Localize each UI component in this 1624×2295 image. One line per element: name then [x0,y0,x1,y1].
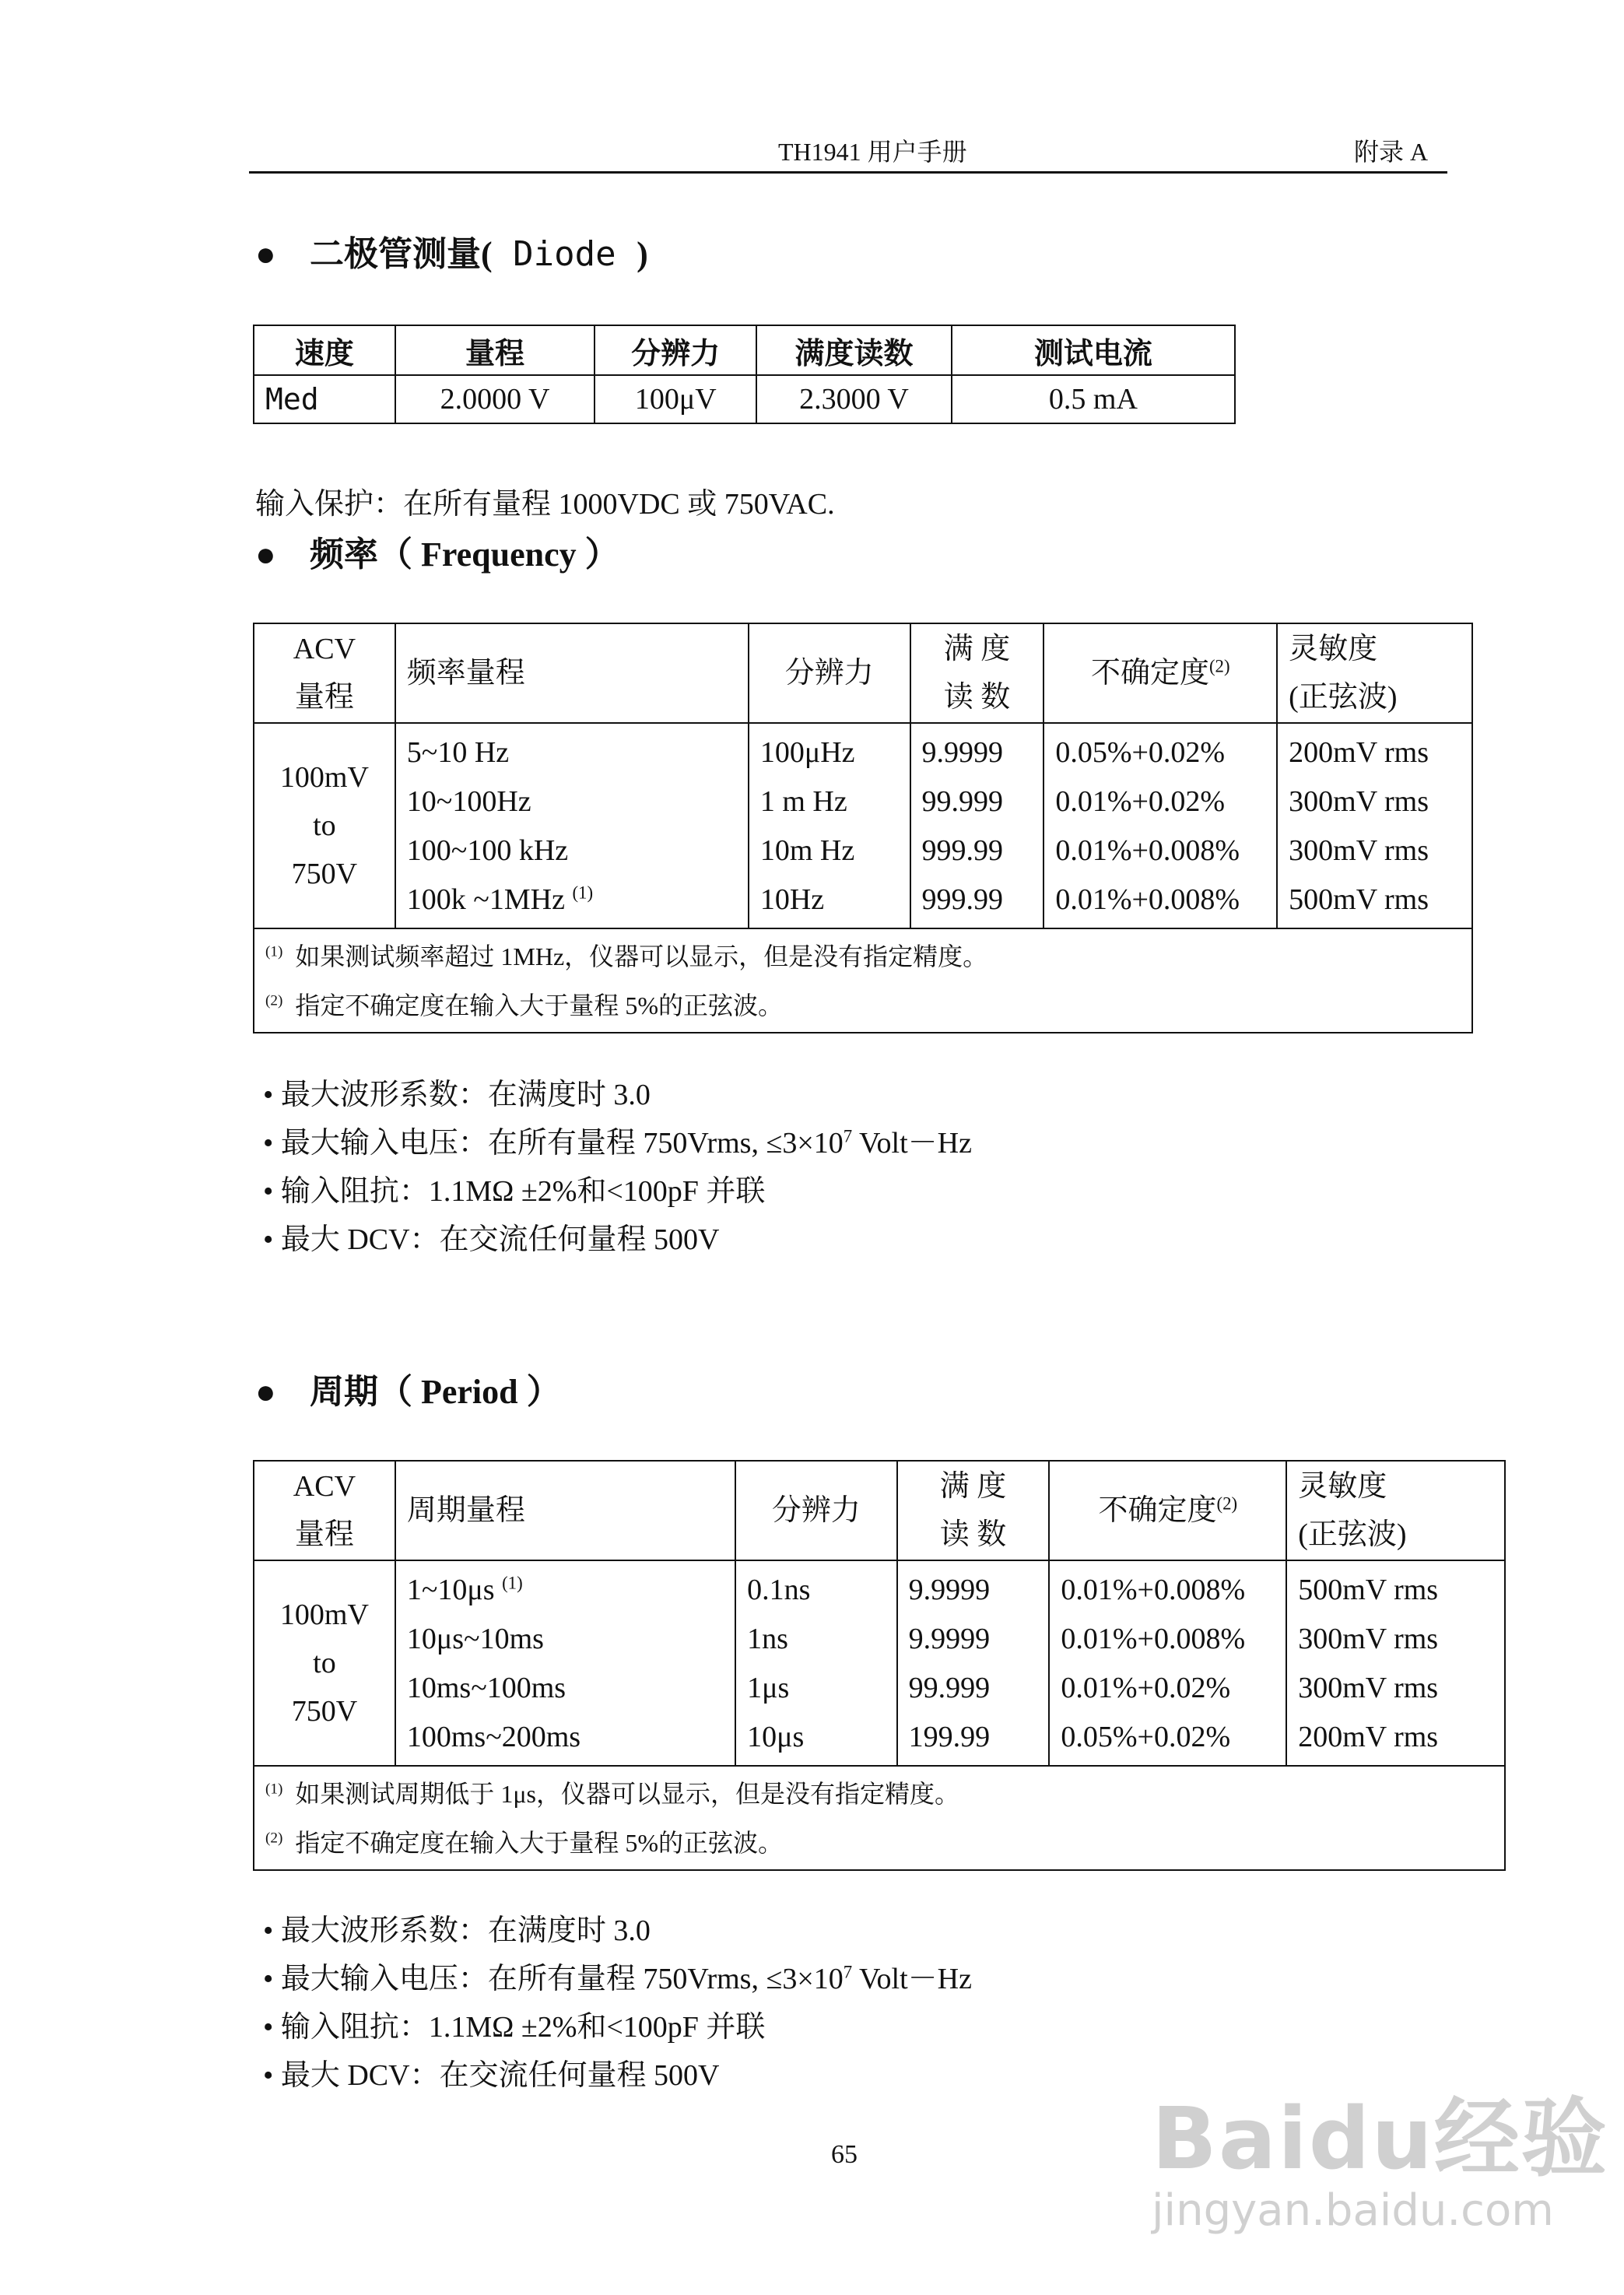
col-header-sensitivity: 灵敏度 (正弦波) [1277,623,1472,723]
footnote: $^{(2)}$ 指定不确定度在输入大于量程 5%的正弦波。 [265,991,784,1019]
cell-range: 2.0000 V [395,375,595,423]
watermark-brand: Baidu经验 [1152,2089,1608,2188]
input-protection-text: 输入保护：在所有量程 1000VDC 或 750VAC. [255,488,835,521]
cell-test-current: 0.5 mA [952,375,1235,423]
list-item: 100~100 kHz [406,834,569,867]
diode-header-row [254,325,1235,375]
bullet-dot-icon: ● [255,1373,276,1411]
frequency-notes-row [254,928,1472,1033]
col-header-frequency-range: 频率量程 [395,623,749,723]
bullet-dot-icon: ● [255,535,276,574]
period-header-row [254,1461,1505,1560]
watermark-url: jingyan.baidu.com [1152,2185,1554,2236]
frequency-table [253,623,1473,1033]
cell-full-scales: 9.9999 99.999 999.99 999.99 [910,723,1044,928]
frequency-header-row [254,623,1472,723]
cell-full-scale: 2.3000 V [756,375,952,423]
col-header-speed: 速度 [254,325,395,375]
col-header-acv-range: ACV 量程 [254,623,395,723]
cell-resolutions: 0.1ns 1ns 1μs 10μs [735,1560,897,1766]
page-number: 65 [831,2140,858,2169]
cell-sensitivities: 200mV rms 300mV rms 300mV rms 500mV rms [1277,723,1472,928]
cell-frequency-ranges [395,723,749,928]
list-item: • 最大输入电压：在所有量程 750Vrms, $\le 3\times 10^7$ Volt－Hz [263,1119,972,1167]
table-footnotes [254,928,1472,1033]
col-header-resolution: 分辨力 [735,1461,897,1560]
col-header-acv-range: ACV 量程 [254,1461,395,1560]
header-rule [249,171,1447,174]
table-footnotes [254,1766,1505,1870]
col-header-range: 量程 [395,325,595,375]
cell-acv-range: 100mV to 750V [254,1560,395,1766]
list-item: • 最大 DCV：在交流任何量程 500V [263,1216,972,1264]
cell-acv-range: 100mV to 750V [254,723,395,928]
col-header-full-scale: 满 度 读 数 [897,1461,1050,1560]
list-item: 100ms~200ms [406,1721,581,1753]
col-header-full-scale: 满 度 读 数 [910,623,1044,723]
list-item: • 最大 DCV：在交流任何量程 500V [263,2051,972,2100]
col-header-test-current: 测试电流 [952,325,1235,375]
col-header-full-scale: 满度读数 [756,325,952,375]
period-notes-row [254,1766,1505,1870]
list-item: 100k ~1MHz $^{(1)}$ [406,883,594,916]
diode-table [253,325,1236,424]
footnote: $^{(2)}$ 指定不确定度在输入大于量程 5%的正弦波。 [265,1829,784,1857]
running-header-title: TH1941 用户手册 [778,138,967,166]
running-header-appendix: 附录 A [1354,138,1429,166]
section-title-period: ● 周期（ Period ） [255,1373,561,1411]
list-item: • 输入阻抗：1.1MΩ ±2%和<100pF 并联 [263,1167,972,1216]
list-item: 5~10 Hz [406,736,510,769]
list-item: • 最大波形系数：在满度时 3.0 [263,1907,972,1955]
col-header-resolution: 分辨力 [595,325,756,375]
bullet-dot-icon: ● [255,235,276,273]
list-item: 1~10μs $^{(1)}$ [406,1573,523,1606]
col-header-sensitivity: 灵敏度 (正弦波) [1286,1461,1505,1560]
list-item: 10ms~100ms [406,1672,566,1704]
diode-data-row [254,375,1235,423]
col-header-uncertainty: 不确定度$^{(2)}$ [1043,623,1277,723]
footnote: $^{(1)}$ 如果测试周期低于 1μs，仪器可以显示，但是没有指定精度。 [265,1780,959,1808]
col-header-uncertainty: 不确定度$^{(2)}$ [1049,1461,1286,1560]
col-header-period-range: 周期量程 [395,1461,735,1560]
baidu-watermark [1152,2070,1608,2236]
frequency-spec-list [263,1071,972,1264]
list-item: 10μs~10ms [406,1623,544,1655]
col-header-resolution: 分辨力 [749,623,910,723]
list-item: • 最大波形系数：在满度时 3.0 [263,1071,972,1119]
footnote: $^{(1)}$ 如果测试频率超过 1MHz，仪器可以显示，但是没有指定精度。 [265,942,988,970]
cell-period-ranges [395,1560,735,1766]
period-spec-list [263,1907,972,2100]
cell-resolution: 100μV [595,375,756,423]
period-data-row [254,1560,1505,1766]
list-item: 10~100Hz [406,785,531,818]
cell-sensitivities: 500mV rms 300mV rms 300mV rms 200mV rms [1286,1560,1505,1766]
section-title-diode: ● 二极管测量( Diode ) [255,234,648,274]
list-item: • 输入阻抗：1.1MΩ ±2%和<100pF 并联 [263,2003,972,2051]
cell-resolutions: 100μHz 1 m Hz 10m Hz 10Hz [749,723,910,928]
cell-uncertainties: 0.05%+0.02% 0.01%+0.02% 0.01%+0.008% 0.01%+0.008% [1043,723,1277,928]
cell-uncertainties: 0.01%+0.008% 0.01%+0.008% 0.01%+0.02% 0.05%+0.02% [1049,1560,1286,1766]
period-table [253,1460,1506,1871]
cell-speed: Med [254,375,395,423]
cell-full-scales: 9.9999 9.9999 99.999 199.99 [897,1560,1050,1766]
section-title-frequency: ● 频率（ Frequency ） [255,535,619,574]
list-item: • 最大输入电压：在所有量程 750Vrms, $\le 3\times 10^7$ Volt－Hz [263,1955,972,2003]
frequency-data-row [254,723,1472,928]
